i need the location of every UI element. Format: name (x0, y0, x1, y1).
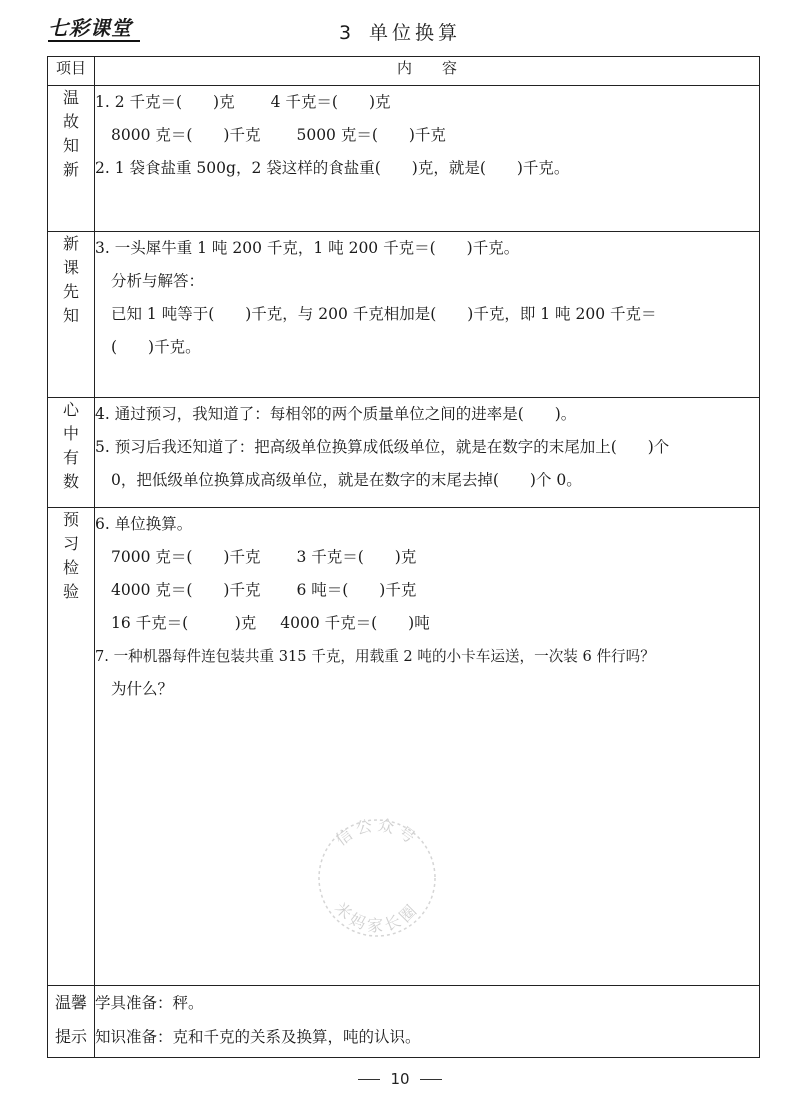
section-label-tips: 温馨 提示 (48, 986, 95, 1058)
section-new-lesson (48, 232, 760, 398)
section-label-preview-check: 预 习 检 验 (62, 510, 79, 601)
svg-text:米妈家长圈 (331, 898, 423, 935)
section-in-mind (48, 398, 760, 508)
knowledge-prep: 知识准备：克和千克的关系及换算，吨的认识。 (95, 1028, 421, 1046)
section-label-new-lesson: 新 课 先 知 (62, 234, 79, 325)
section-review (48, 86, 760, 232)
page-number: 10 (390, 1070, 410, 1088)
lesson-number: 3 (338, 22, 356, 44)
question-6-title: 6. 单位换算。 (95, 515, 193, 533)
section-tips (48, 986, 760, 1058)
section-content-in-mind (95, 398, 760, 508)
conversion-row-3: 16 千克＝( )克 4000 千克＝( )吨 (111, 614, 430, 632)
analysis-line-2: ( )千克。 (111, 338, 201, 356)
footer-dash-left (358, 1079, 380, 1080)
watermark-stamp-icon (312, 808, 442, 938)
question-1-line-2: 8000 克＝( )千克 5000 克＝( )千克 (111, 126, 446, 144)
footer-dash-right (420, 1079, 442, 1080)
section-content-new-lesson (95, 232, 760, 398)
brand-name: 七彩课堂 (48, 16, 132, 40)
section-label-review: 温 故 知 新 (62, 88, 79, 179)
lesson-title: 单位换算 (369, 22, 462, 44)
analysis-label: 分析与解答： (111, 272, 205, 290)
page-title (0, 18, 800, 45)
question-1-line: 1. 2 千克＝( )克 4 千克＝( )克 (95, 93, 391, 111)
section-label-in-mind: 心 中 有 数 (62, 400, 79, 491)
section-content-review (95, 86, 760, 232)
content-header: 内容 (95, 57, 760, 86)
conversion-row-1: 7000 克＝( )千克 3 千克＝( )克 (111, 548, 417, 566)
question-2-line: 2. 1 袋食盐重 500g，2 袋这样的食盐重( )克，就是( )千克。 (95, 159, 570, 177)
page-footer (0, 1070, 800, 1088)
conversion-row-2: 4000 克＝( )千克 6 吨＝( )千克 (111, 581, 417, 599)
tools-prep: 学具准备：秤。 (95, 994, 204, 1012)
table-header-row (48, 57, 760, 86)
question-4-line: 4. 通过预习，我知道了：每相邻的两个质量单位之间的进率是( )。 (95, 405, 577, 423)
stamp-bottom-text: 米妈家长圈 (331, 898, 423, 935)
question-7-line-1: 7. 一种机器每件连包装共重 315 千克，用载重 2 吨的小卡车运送，一次装 6 件行吗？ (95, 648, 655, 665)
project-header: 项目 (48, 57, 95, 86)
question-5-line-2: 0，把低级单位换算成高级单位，就是在数字的末尾去掉( )个 0。 (111, 471, 582, 489)
analysis-line-1: 已知 1 吨等于( )千克，与 200 千克相加是( )千克，即 1 吨 200 千克＝ (111, 305, 657, 323)
question-5-line-1: 5. 预习后我还知道了：把高级单位换算成低级单位，就是在数字的末尾加上( )个 (95, 438, 670, 456)
stamp-top-text: 信公众号 (331, 815, 423, 850)
question-7-line-2: 为什么？ (111, 680, 174, 698)
section-content-tips (95, 986, 760, 1058)
question-3-line: 3. 一头犀牛重 1 吨 200 千克，1 吨 200 千克＝( )千克。 (95, 239, 520, 257)
